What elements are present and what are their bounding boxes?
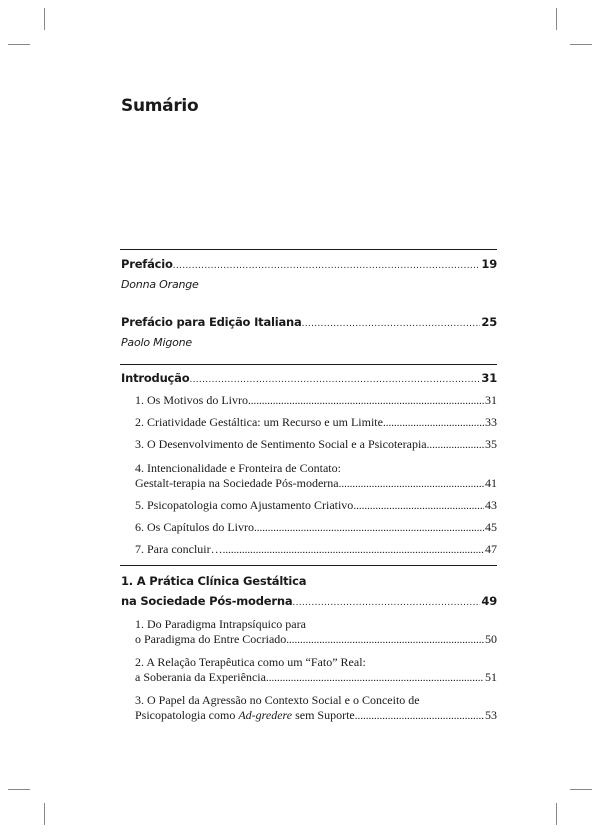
toc-subentry[interactable]	[135, 393, 497, 408]
toc-entry-label: o Paradigma do Entre Cocriado	[135, 632, 287, 646]
toc-page-number: 47	[485, 542, 497, 556]
toc-entry-label	[135, 708, 355, 723]
toc-page-number: 45	[485, 520, 497, 534]
crop-mark	[8, 44, 30, 45]
toc-page-number: 49	[481, 594, 497, 608]
crop-mark	[570, 44, 592, 45]
leader-dots	[248, 395, 484, 407]
toc-subentry[interactable]	[135, 542, 497, 557]
toc-subentry[interactable]	[135, 498, 497, 513]
toc-entry-label: 2. Criatividade Gestáltica: um Recurso e um Limite	[135, 415, 383, 429]
leader-dots	[223, 544, 484, 556]
toc-entry-chapter-1[interactable]	[121, 594, 497, 608]
toc-entry-label: 1. Os Motivos do Livro	[135, 393, 249, 407]
leader-dots	[302, 319, 481, 329]
section-divider	[120, 249, 497, 250]
toc-page-number: 31	[481, 371, 497, 385]
toc-entry-label: a Soberania da Experiência	[135, 670, 266, 684]
crop-mark	[570, 789, 592, 790]
toc-entry-label: Gestalt-terapia na Sociedade Pós-moderna	[135, 476, 339, 490]
toc-page-number: 43	[485, 498, 497, 512]
leader-dots	[254, 522, 484, 534]
toc-entry-first-line: 2. A Relação Terapêutica como um “Fato” Real:	[135, 655, 366, 669]
toc-subentry[interactable]	[135, 476, 497, 491]
leader-dots	[266, 672, 484, 684]
leader-dots	[286, 634, 484, 646]
crop-mark	[556, 8, 557, 30]
toc-page-number: 25	[481, 315, 497, 329]
toc-entry-first-line: 1. Do Paradigma Intrapsíquico para	[135, 617, 306, 631]
crop-mark	[8, 789, 30, 790]
leader-dots	[355, 710, 484, 722]
entry-author: Donna Orange	[121, 278, 199, 291]
toc-page-number: 41	[485, 476, 497, 490]
toc-page-number: 31	[485, 393, 497, 407]
section-divider	[120, 364, 497, 365]
toc-entry-first-line: 3. O Papel da Agressão no Contexto Social e o Conceito de	[135, 693, 420, 707]
entry-author: Paolo Migone	[121, 336, 192, 349]
leader-dots	[292, 598, 480, 608]
toc-subentry[interactable]	[135, 520, 497, 535]
leader-dots	[189, 375, 480, 385]
toc-entry-label: 3. O Desenvolvimento de Sentimento Social e a Psicoterapia	[135, 437, 427, 451]
toc-entry-label: Prefácio	[121, 257, 173, 271]
leader-dots	[173, 261, 481, 271]
toc-entry-label: na Sociedade Pós-moderna	[121, 594, 293, 608]
toc-page-number: 51	[485, 670, 497, 684]
toc-entry-label: 7. Para concluir…	[135, 542, 223, 556]
toc-entry-label: 6. Os Capítulos do Livro	[135, 520, 254, 534]
crop-mark	[44, 8, 45, 30]
label-text: sem Suporte	[292, 708, 355, 722]
toc-page-number: 35	[485, 437, 497, 451]
page-title: Sumário	[121, 96, 199, 116]
crop-mark	[44, 803, 45, 825]
toc-page-number: 53	[485, 708, 497, 722]
leader-dots	[383, 417, 484, 429]
toc-subentry[interactable]	[135, 632, 497, 647]
toc-entry-prefacio-italiana[interactable]	[121, 315, 497, 329]
leader-dots	[427, 439, 484, 451]
toc-subentry[interactable]	[135, 670, 497, 685]
toc-entry-label: Introdução	[121, 371, 190, 385]
toc-entry-introducao[interactable]	[121, 371, 497, 385]
leader-dots	[353, 500, 484, 512]
toc-subentry[interactable]	[135, 708, 497, 723]
label-italic-term: Ad-gredere	[238, 708, 293, 722]
toc-page-number: 19	[481, 257, 497, 271]
toc-page-number: 33	[485, 415, 497, 429]
toc-subentry[interactable]	[135, 437, 497, 452]
label-text: Psicopatologia como	[135, 708, 239, 722]
toc-entry-label: 5. Psicopatologia como Ajustamento Criativo	[135, 498, 354, 512]
toc-entry-first-line: 4. Intencionalidade e Fronteira de Contato:	[135, 461, 341, 475]
toc-page-number: 50	[485, 632, 497, 646]
leader-dots	[339, 478, 484, 490]
chapter-title-first-line: 1. A Prática Clínica Gestáltica	[121, 574, 307, 588]
toc-entry-prefacio[interactable]	[121, 257, 497, 271]
section-divider	[120, 565, 497, 566]
toc-subentry[interactable]	[135, 415, 497, 430]
toc-entry-label: Prefácio para Edição Italiana	[121, 315, 302, 329]
crop-mark	[556, 803, 557, 825]
